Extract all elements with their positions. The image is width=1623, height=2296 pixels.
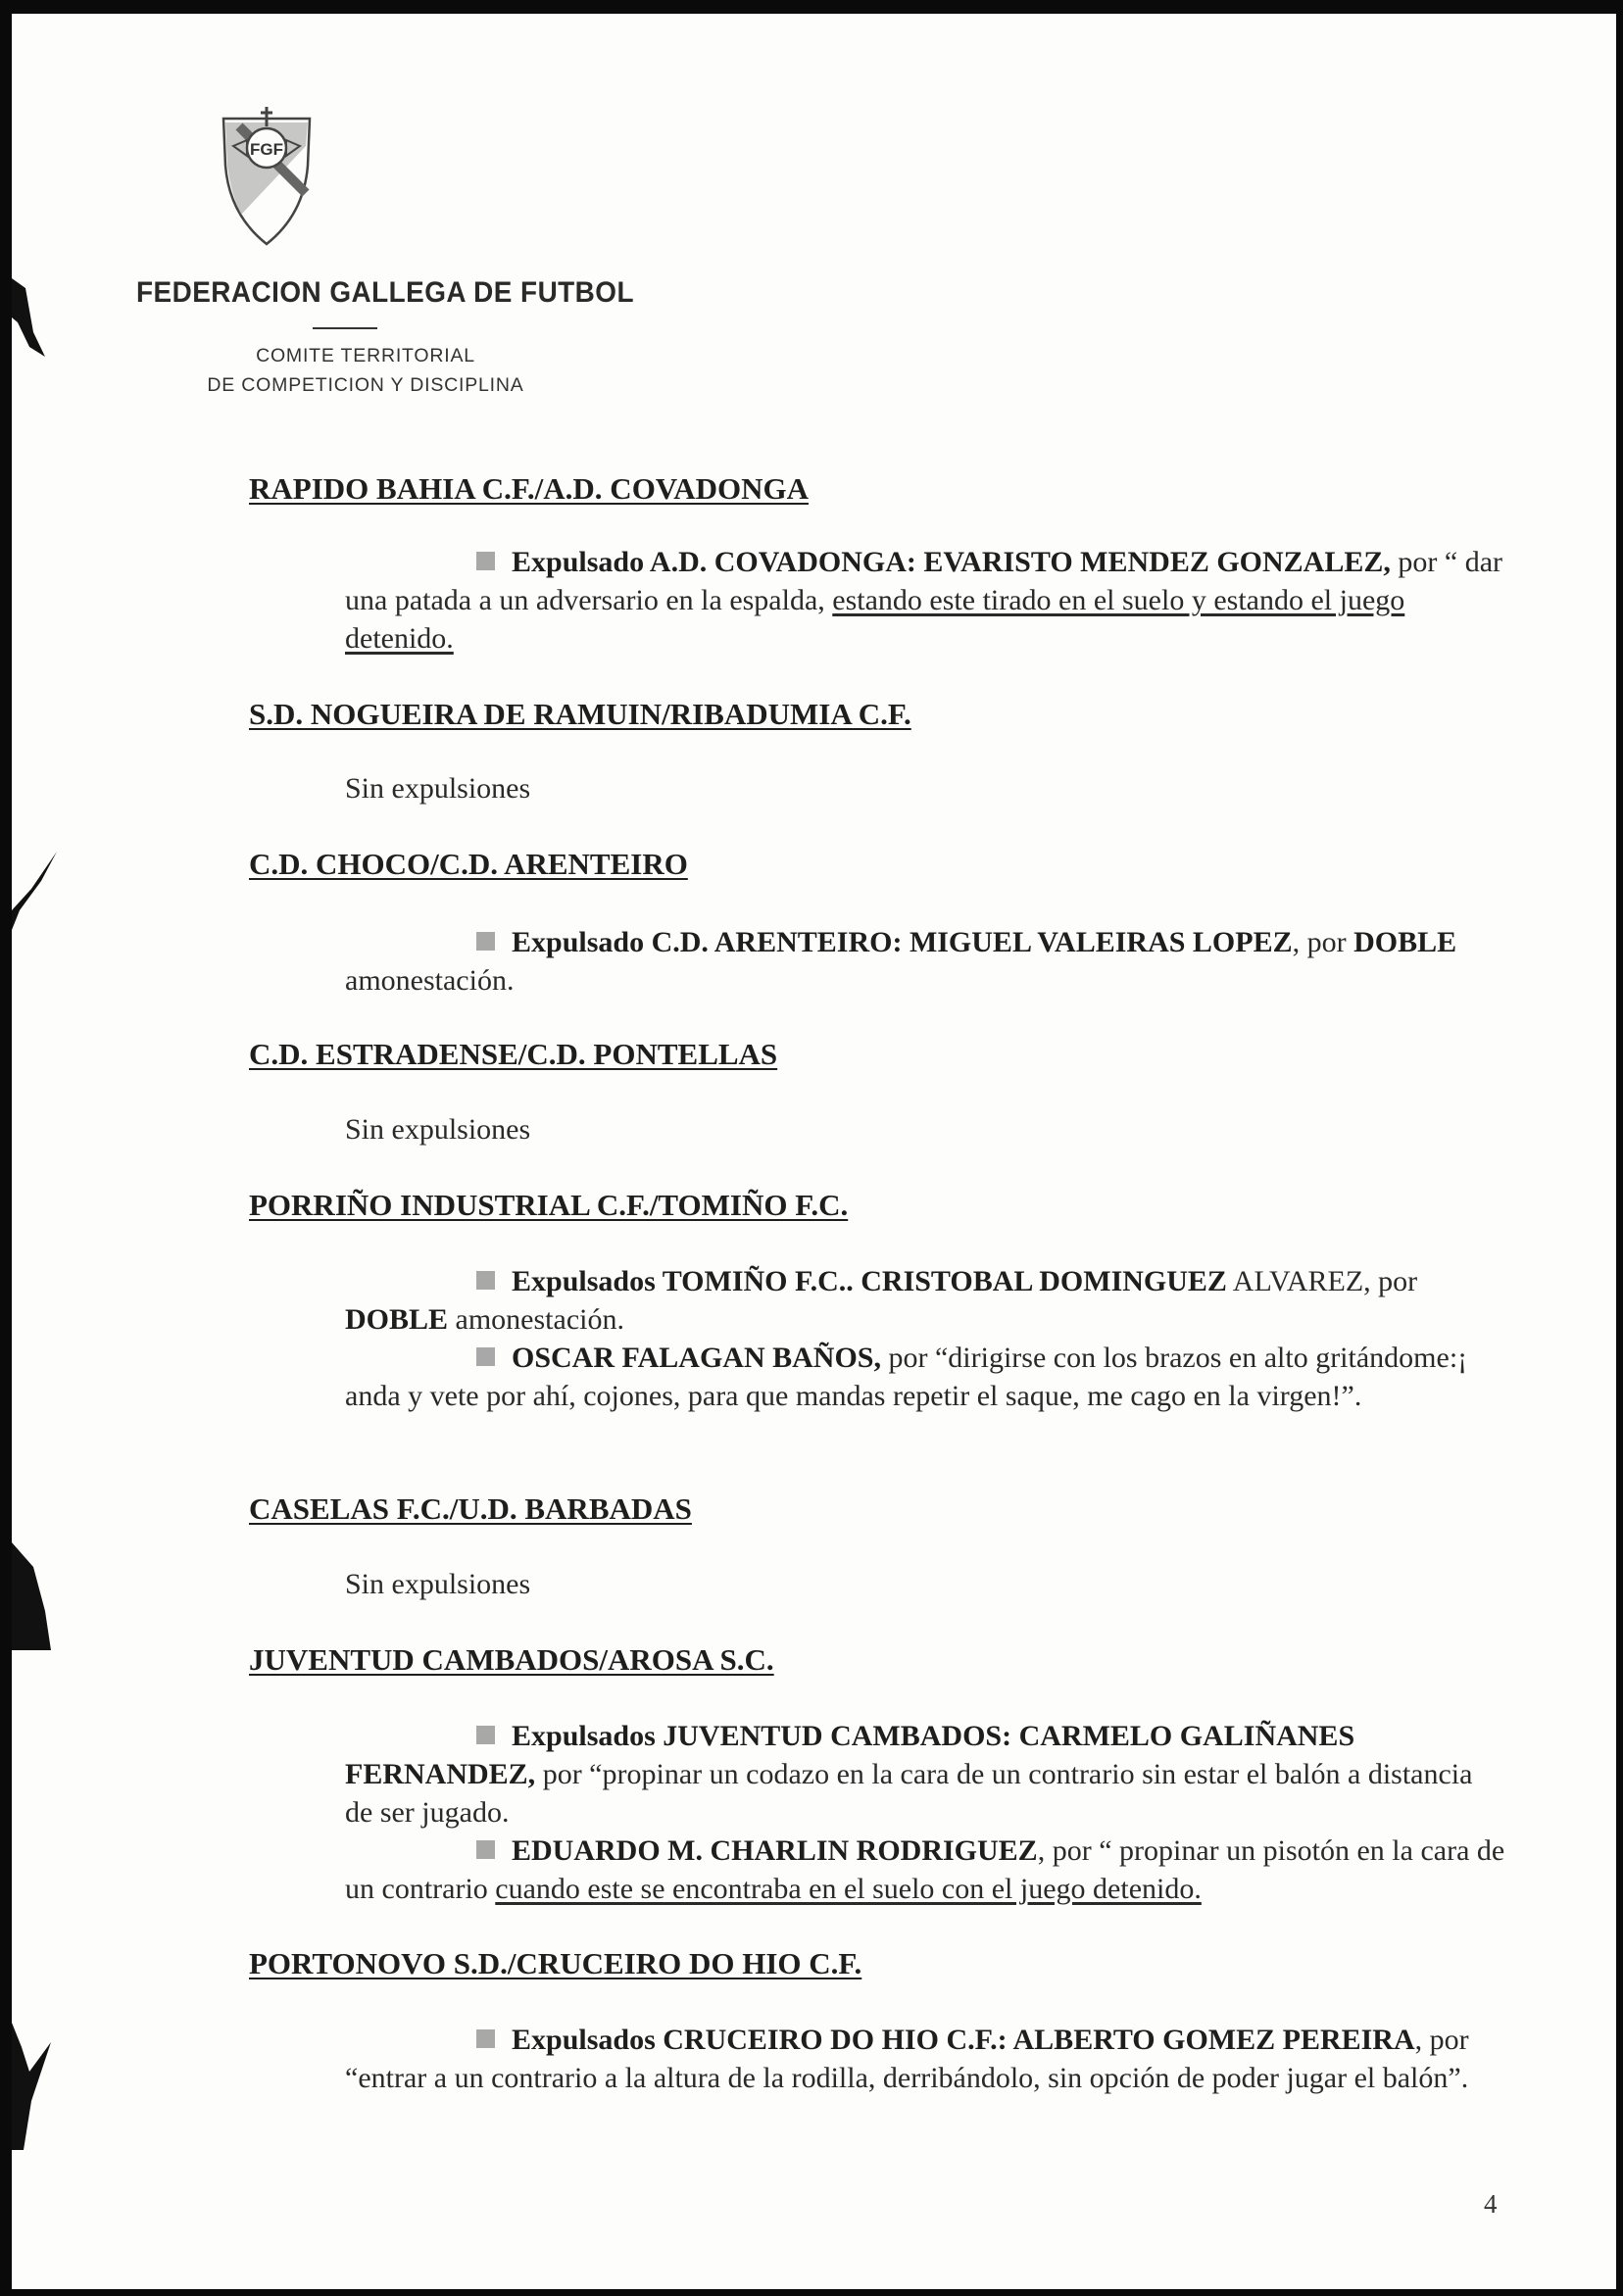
svg-text:FGF: FGF bbox=[250, 140, 283, 159]
expulsion-entry: Expulsado A.D. COVADONGA: EVARISTO MENDEZ GONZALEZ, por “ dar una patada a un adversario en la espalda, estando este tirado en el suelo y estando el juego detenido. bbox=[345, 546, 1503, 655]
match-title: CASELAS F.C./U.D. BARBADAS bbox=[249, 1491, 692, 1526]
page-number: 4 bbox=[1484, 2189, 1498, 2219]
bullet-icon bbox=[476, 1840, 495, 1859]
expulsion-entry: Expulsado C.D. ARENTEIRO: MIGUEL VALEIRAS LOPEZ, por DOBLE amonestación. bbox=[345, 926, 1457, 997]
committee-name bbox=[169, 341, 563, 400]
no-expulsions-text: Sin expulsiones bbox=[345, 772, 531, 805]
bullet-icon bbox=[476, 1271, 495, 1290]
bullet-icon bbox=[476, 1347, 495, 1366]
document-page bbox=[12, 14, 1616, 2289]
expulsion-entry: Expulsados TOMIÑO F.C.. CRISTOBAL DOMINGUEZ ALVAREZ, por DOBLE amonestación. bbox=[345, 1265, 1418, 1336]
expulsion-entry: Expulsados JUVENTUD CAMBADOS: CARMELO GALIÑANES FERNANDEZ, por “propinar un codazo en la cara de un contrario sin estar el balón a distancia de ser jugado. bbox=[345, 1720, 1473, 1829]
bullet-icon bbox=[476, 2029, 495, 2048]
expulsion-entry: EDUARDO M. CHARLIN RODRIGUEZ, por “ propinar un pisotón en la cara de un contrario cuando este se encontraba en el suelo con el juego detenido. bbox=[345, 1834, 1505, 1905]
no-expulsions-text: Sin expulsiones bbox=[345, 1113, 531, 1146]
match-title: C.D. ESTRADENSE/C.D. PONTELLAS bbox=[249, 1037, 778, 1071]
match-title: PORTONOVO S.D./CRUCEIRO DO HIO C.F. bbox=[249, 1946, 862, 1980]
bullet-icon bbox=[476, 932, 495, 951]
expulsion-entry: Expulsados CRUCEIRO DO HIO C.F.: ALBERTO GOMEZ PEREIRA, por “entrar a un contrario a la altura de la rodilla, derribándolo, sin opción de poder jugar el balón”. bbox=[345, 2024, 1469, 2094]
committee-line-1: COMITE TERRITORIAL bbox=[256, 345, 475, 366]
scan-edge-mark bbox=[12, 278, 51, 366]
scan-edge-mark bbox=[12, 852, 61, 930]
bullet-icon bbox=[476, 1726, 495, 1744]
federation-name: FEDERACION GALLEGA DE FUTBOL bbox=[136, 276, 634, 309]
match-title: JUVENTUD CAMBADOS/AROSA S.C. bbox=[249, 1642, 774, 1677]
scan-edge-mark bbox=[12, 2023, 61, 2150]
federation-shield-logo bbox=[218, 107, 316, 249]
match-title: RAPIDO BAHIA C.F./A.D. COVADONGA bbox=[249, 471, 809, 506]
match-title: S.D. NOGUEIRA DE RAMUIN/RIBADUMIA C.F. bbox=[249, 697, 911, 731]
no-expulsions-text: Sin expulsiones bbox=[345, 1568, 531, 1600]
match-title: PORRIÑO INDUSTRIAL C.F./TOMIÑO F.C. bbox=[249, 1188, 849, 1222]
bullet-icon bbox=[476, 552, 495, 570]
expulsion-entry: OSCAR FALAGAN BAÑOS, por “dirigirse con los brazos en alto gritándome:¡ anda y vete por ahí, cojones, para que mandas repetir el saque, me cago en la virgen!”. bbox=[345, 1342, 1468, 1412]
header-divider bbox=[313, 327, 377, 329]
match-title: C.D. CHOCO/C.D. ARENTEIRO bbox=[249, 847, 688, 881]
scan-edge-mark bbox=[12, 1542, 61, 1650]
committee-line-2: DE COMPETICION Y DISCIPLINA bbox=[207, 374, 524, 396]
